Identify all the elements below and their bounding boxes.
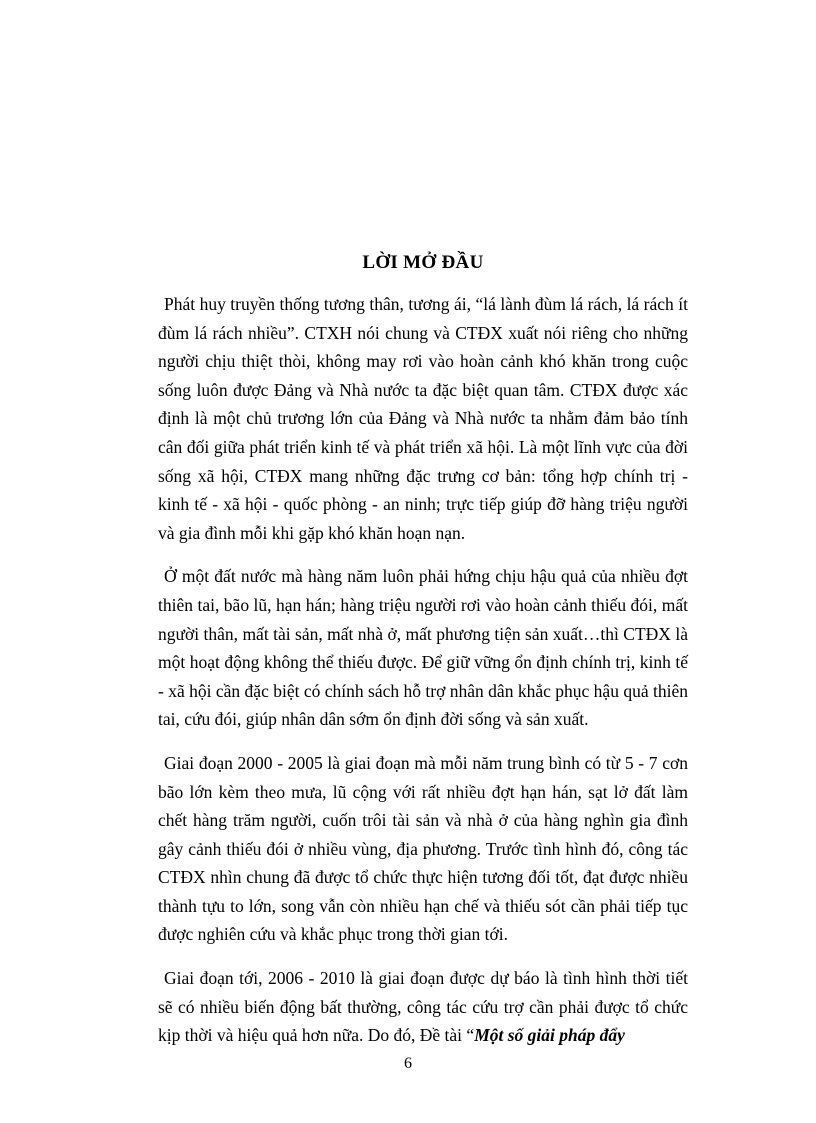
- paragraph-3: [158, 749, 688, 949]
- paragraph-4-emphasis: Một số giải pháp đẩy: [474, 1025, 625, 1046]
- document-title: LỜI MỞ ĐẦU: [362, 252, 484, 273]
- paragraph-2: [158, 562, 688, 734]
- paragraph-3-text: Giai đoạn 2000 - 2005 là giai đoạn mà mỗi năm trung bình có từ 5 - 7 cơn bão lớn kèm theo mưa, lũ cộng với rất nhiều đợt hạn hán, sạt lở đất làm chết hàng trăm người, cuốn trôi tài sản và nhà ở của hàng nghìn gia đình gây cảnh thiếu đói ở nhiều vùng, địa phương. Trước tình hình đó, công tác CTĐX nhìn chung đã được tổ chức thực hiện tương đối tốt, đạt được nhiều thành tựu to lớn, song vẫn còn nhiều hạn chế và thiếu sót cần phải tiếp tục được nghiên cứu và khắc phục trong thời gian tới.: [158, 752, 688, 945]
- paragraph-4: [158, 964, 688, 1050]
- paragraph-2-text: Ở một đất nước mà hàng năm luôn phải hứng chịu hậu quả của nhiều đợt thiên tai, bão lũ, hạn hán; hàng triệu người rơi vào hoàn cảnh thiếu đói, mất người thân, mất tài sản, mất nhà ở, mất phương tiện sản xuất…thì CTĐX là một hoạt động không thể thiếu được. Để giữ vững ổn định chính trị, kinh tế - xã hội cần đặc biệt có chính sách hỗ trợ nhân dân khắc phục hậu quả thiên tai, cứu đói, giúp nhân dân sớm ổn định đời sống và sản xuất.: [158, 566, 688, 730]
- paragraph-1-text: Phát huy truyền thống tương thân, tương ái, “lá lành đùm lá rách, lá rách ít đùm lá rách nhiều”. CTXH nói chung và CTĐX xuất nói riêng cho những người chịu thiệt thòi, không may rơi vào hoàn cảnh khó khăn trong cuộc sống luôn được Đảng và Nhà nước ta đặc biệt quan tâm. CTĐX được xác định là một chủ trương lớn của Đảng và Nhà nước ta nhằm đảm bảo tính cân đối giữa phát triển kinh tế và phát triển xã hội. Là một lĩnh vực của đời sống xã hội, CTĐX mang những đặc trưng cơ bản: tổng hợp chính trị - kinh tế - xã hội - quốc phòng - an ninh; trực tiếp giúp đỡ hàng triệu người và gia đình mỗi khi gặp khó khăn hoạn nạn.: [158, 294, 688, 543]
- page-number: 6: [404, 1055, 412, 1072]
- paragraph-1: [158, 290, 688, 547]
- paragraph-4-text: Giai đoạn tới, 2006 - 2010 là giai đoạn được dự báo là tình hình thời tiết sẽ có nhiều biến động bất thường, công tác cứu trợ cần phải được tổ chức kịp thời và hiệu quả hơn nữa. Do đó, Đề tài “: [158, 968, 688, 1046]
- document-page: [158, 252, 688, 1065]
